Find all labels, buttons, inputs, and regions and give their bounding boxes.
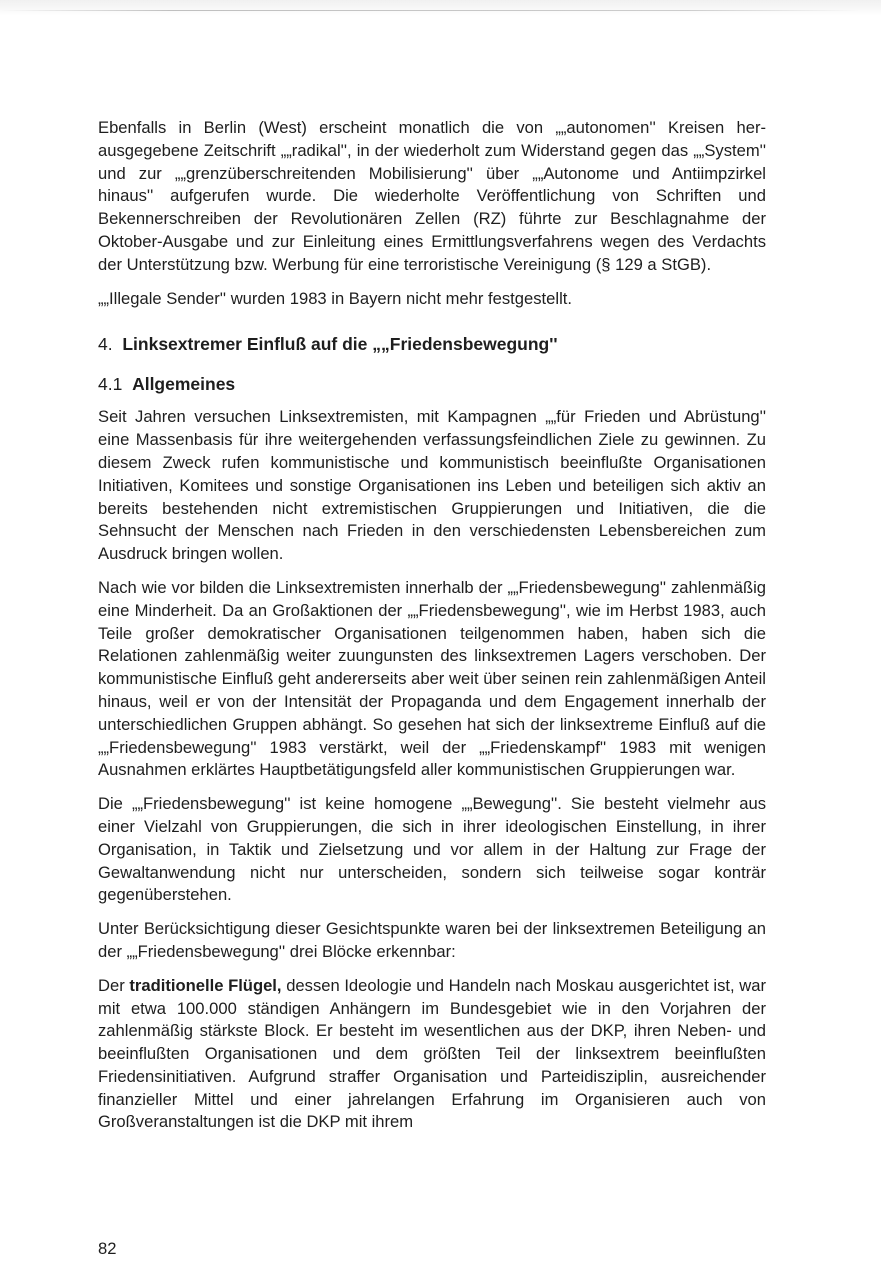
- page-body: [98, 117, 766, 1134]
- paragraph-kampagnen: Seit Jahren versuchen Linksextremisten, mit Kampagnen „„für Frieden und Abrüstung'' eine Massenbasis für ihre weitergehenden verfassungsfeindlichen Ziele zu gewinnen. Zu diesem Zweck rufen kommunistische und kommunistisch beeinflußte Organisationen Initiativen, Komitees und sonstige Organisationen ins Leben und beteiligen sich aktiv an bereits bestehenden nicht extremistischen Gruppierungen und Initiativen, die die Sehnsucht der Menschen nach Frieden in den verschiedensten Lebensbereichen zum Ausdruck bringen wollen.: [98, 407, 766, 564]
- paragraph-traditioneller-fluegel: [98, 975, 766, 1135]
- section-title: Linksextremer Einfluß auf die „„Friedensbewegung'': [122, 334, 558, 355]
- paragraph-homogene-bewegung: Die „„Friedensbewegung'' ist keine homogene „„Bewegung''. Sie besteht vielmehr aus einer Vielzahl von Gruppierungen, die sich in ihrer ideologischen Einstellung, in ihrer Organisation, in Taktik und Zielsetzung und vor allem in der Haltung zur Frage der Gewaltanwendung nicht nur unterscheiden, sondern sich teilweise sogar konträr gegenüberstehen.: [98, 794, 766, 905]
- section-number: 4.: [98, 334, 113, 355]
- paragraph-radikal: Ebenfalls in Berlin (West) erscheint monatlich die von „„autonomen'' Kreisen herausgegebene Zeitschrift „„radikal'', in der wiederholt zum Widerstand gegen das „„System'' und zur „„grenzüberschreitenden Mobilisierung'' über „„Autonome und Antiimpzirkel hinaus'' aufgerufen wurde. Die wiederholte Veröffentlichung von Schriften und Bekennerschreiben der Revolutionären Zellen (RZ) führte zur Beschlagnahme der Oktober-Ausgabe und zur Einleitung eines Ermittlungsverfahrens wegen des Verdachts der Unterstützung bzw. Werbung für eine terroristische Vereinigung (§ 129 a StGB).: [98, 118, 766, 274]
- section-heading: [98, 332, 766, 356]
- subsection-heading: [98, 372, 766, 396]
- page-number: 82: [98, 1239, 117, 1258]
- page-top-shadow: [0, 0, 881, 16]
- paragraph-minderheit: Nach wie vor bilden die Linksextremisten innerhalb der „„Friedensbewegung'' zahlenmäßig eine Minderheit. Da an Großaktionen der „„Friedensbewegung'', wie im Herbst 1983, auch Teile großer demokratischer Organisationen teilgenommen haben, haben sich die Relationen zahlenmäßig weiter zuungunsten des linksextremen Lagers verschoben. Der kommunistische Einfluß geht andererseits aber weit über seinen rein zahlenmäßigen Anteil hinaus, weil er von der Intensität der Propaganda und dem Engagement innerhalb der unterschiedlichen Gruppen abhängt. So gesehen hat sich der linksextreme Einfluß auf die „„Friedensbewegung'' 1983 verstärkt, weil der „„Friedenskampf'' 1983 mit wenigen Ausnahmen erklärtes Hauptbetätigungsfeld aller kommunistischen Gruppierungen war.: [98, 577, 766, 780]
- subsection-number: 4.1: [98, 374, 123, 395]
- subsection-title: Allgemeines: [132, 374, 236, 395]
- traditioneller-fluegel-term: traditionelle Flügel,: [129, 975, 282, 995]
- paragraph-drei-bloecke: Unter Berücksichtigung dieser Gesichtspunkte waren bei der linksextremen Beteiligung an der „„Friedensbewegung'' drei Blöcke erkennbar:: [98, 919, 766, 961]
- traditioneller-rest: dessen Ideologie und Handeln nach Moskau ausgerichtet ist, war mit etwa 100.000 ständigen Anhängern im Bundesgebiet wie in den Vorjahren der zahlenmäßig stärkste Block. Er besteht im wesentlichen aus der DKP, ihren Neben- und beeinflußten Organisationen und dem größten Teil der linksextrem beeinflußten Friedensinitiativen. Aufgrund straffer Organisation und Parteidisziplin, ausreichender finanzieller Mittel und einer jahrelangen Erfahrung im Organisieren auch von Großveranstaltungen ist die DKP mit ihrem: [98, 975, 767, 1132]
- traditioneller-lead: Der: [98, 975, 125, 995]
- page-top-rule: [0, 10, 860, 11]
- paragraph-illegale-sender: „„Illegale Sender'' wurden 1983 in Bayern nicht mehr festgestellt.: [98, 288, 572, 308]
